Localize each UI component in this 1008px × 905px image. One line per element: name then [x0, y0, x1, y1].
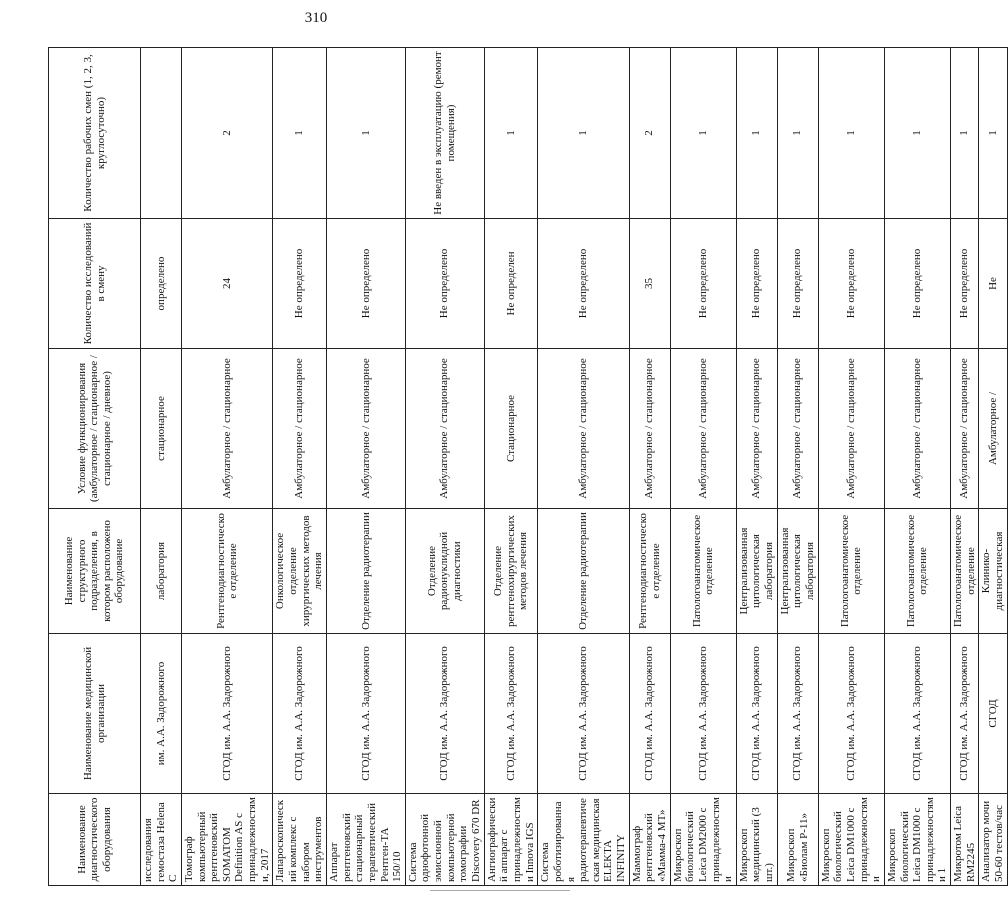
table-cell: Патологоанатомическое отделение: [818, 509, 884, 634]
table-cell: СГОД им. А.А. Задорожного: [405, 634, 484, 794]
table-cell: Маммограф рентгеновский «Мамма-4 МТ»: [629, 794, 670, 886]
column-header: Количество исследований в смену: [49, 219, 141, 349]
table-cell: СГОД им. А.А. Задорожного: [884, 634, 950, 794]
table-cell: Рентгенодиагностическое отделение: [181, 509, 272, 634]
table-cell: 1: [736, 48, 777, 219]
column-header: Количество рабочих смен (1, 2, 3, круглосуточно): [49, 48, 141, 219]
table-cell: Система однофотонной эмиссионной компьютерной томографии Discovery 670 DR: [405, 794, 484, 886]
table-cell: 35: [629, 219, 670, 349]
column-header: Наименование медицинской организации: [49, 634, 141, 794]
table-cell: Амбулаторное / стационарное: [951, 349, 979, 509]
table-cell: Не определено: [273, 219, 327, 349]
table-cell: 1: [777, 48, 818, 219]
table-cell: Не определено: [538, 219, 629, 349]
table-row: [484, 48, 538, 886]
table-cell: 1: [273, 48, 327, 219]
table-cell: Патологоанатомическое отделение: [884, 509, 950, 634]
rotated-table-container: [48, 48, 1005, 886]
table-cell: СГОД им. А.А. Задорожного: [484, 634, 538, 794]
table-row: [777, 48, 818, 886]
table-cell: Не: [979, 219, 1007, 349]
table-row: [273, 48, 327, 886]
table-cell: Не определено: [818, 219, 884, 349]
table-cell: Амбулаторное / стационарное: [273, 349, 327, 509]
table-cell: СГОД им. А.А. Задорожного: [670, 634, 736, 794]
column-header: Наименование структурного подразделения, в котором расположено оборудование: [49, 509, 141, 634]
table-cell: Рентгенодиагностическое отделение: [629, 509, 670, 634]
table-cell: определено: [141, 219, 182, 349]
table-cell: Отделение рентгенохирургических методов лечения: [484, 509, 538, 634]
table-cell: Амбулаторное / стационарное: [736, 349, 777, 509]
header-row: [49, 48, 141, 886]
table-cell: им. А.А. Задорожного: [141, 634, 182, 794]
table-cell: 1: [884, 48, 950, 219]
table-cell: 1: [538, 48, 629, 219]
table-cell: Микроскоп биологический Leica DM2000 с принадлежностями: [670, 794, 736, 886]
table-row: [629, 48, 670, 886]
table-cell: СГОД им. А.А. Задорожного: [951, 634, 979, 794]
table-cell: Не определено: [777, 219, 818, 349]
table-cell: Патологоанатомическое отделение: [951, 509, 979, 634]
table-cell: Стационарное: [484, 349, 538, 509]
table-cell: Патологоанатомическое отделение: [670, 509, 736, 634]
table-cell: 1: [670, 48, 736, 219]
table-cell: 2: [629, 48, 670, 219]
table-cell: Отделение радионуклидной диагностики: [405, 509, 484, 634]
table-cell: [141, 48, 182, 219]
table-cell: СГОД им. А.А. Задорожного: [736, 634, 777, 794]
table-cell: СГОД им. А.А. Задорожного: [181, 634, 272, 794]
table-cell: Микроскоп биологический Leica DM1000 с принадлежностями: [818, 794, 884, 886]
column-header: Наименование диагностического оборудования: [49, 794, 141, 886]
table-row: [141, 48, 182, 886]
table-cell: 1: [951, 48, 979, 219]
table-cell: стационарное: [141, 349, 182, 509]
table-cell: 24: [181, 219, 272, 349]
table-cell: Амбулаторное / стационарное: [777, 349, 818, 509]
table-cell: Онкологическое отделение хирургических методов лечения: [273, 509, 327, 634]
table-cell: Отделение радиотерапии: [326, 509, 405, 634]
table-cell: 1: [484, 48, 538, 219]
table-cell: Ангиографический аппарат с принадлежностями Innova IGS: [484, 794, 538, 886]
table-cell: 1: [818, 48, 884, 219]
table-cell: Амбулаторное / стационарное: [629, 349, 670, 509]
table-row: [736, 48, 777, 886]
table-row: [951, 48, 979, 886]
table-cell: Не введен в эксплуатацию (ремонт помещения): [405, 48, 484, 219]
table-cell: 1: [326, 48, 405, 219]
page-number: 310: [304, 10, 328, 26]
table-cell: Не определено: [670, 219, 736, 349]
table-cell: СГОД им. А.А. Задорожного: [777, 634, 818, 794]
column-header: Условие функционирования (амбулаторное / стационарное / стационарное / дневное): [49, 349, 141, 509]
table-cell: Амбулаторное / стационарное: [538, 349, 629, 509]
scan-rule: [430, 890, 570, 891]
table-cell: Микроскоп биологический Leica DM1000 с принадлежностями 1: [884, 794, 950, 886]
table-cell: Амбулаторное /: [979, 349, 1007, 509]
table-cell: Микроскоп «Биолам Р-11»: [777, 794, 818, 886]
table-cell: Не определено: [405, 219, 484, 349]
table-row: [884, 48, 950, 886]
equipment-table: [48, 47, 1008, 886]
table-cell: Амбулаторное / стационарное: [181, 349, 272, 509]
table-cell: Клинико-диагностическая: [979, 509, 1007, 634]
table-cell: СГОД им. А.А. Задорожного: [538, 634, 629, 794]
table-cell: 1: [979, 48, 1007, 219]
table-cell: Аппарат рентгеновский стационарный терапевтический Рентген-ТА 150/10: [326, 794, 405, 886]
table-cell: Томограф компьютерный рентгеновский SOMATOM Definition AS с принадлежностями, 2017: [181, 794, 272, 886]
table-cell: Не определено: [736, 219, 777, 349]
table-row: [818, 48, 884, 886]
table-cell: Не определен: [484, 219, 538, 349]
table-cell: Лапароскопический комплекс с набором инструментов: [273, 794, 327, 886]
table-cell: Амбулаторное / стационарное: [670, 349, 736, 509]
table-cell: Микроскоп медицинский (3 шт.): [736, 794, 777, 886]
table-cell: Амбулаторное / стационарное: [405, 349, 484, 509]
table-cell: Система роботизированная радиотерапевтическая медицинская ELEKTA INFINITY: [538, 794, 629, 886]
table-cell: Не определено: [326, 219, 405, 349]
table-row: [326, 48, 405, 886]
table-row: [405, 48, 484, 886]
table-cell: СГОД им. А.А. Задорожного: [326, 634, 405, 794]
table-cell: исследования гемостаза Helena C: [141, 794, 182, 886]
table-cell: 2: [181, 48, 272, 219]
table-cell: Микротом Leica RM2245: [951, 794, 979, 886]
table-cell: Централизованная цитологическая лаборатория: [736, 509, 777, 634]
table-row: [979, 48, 1007, 886]
table-cell: СГОД им. А.А. Задорожного: [629, 634, 670, 794]
table-row: [670, 48, 736, 886]
table-cell: Амбулаторное / стационарное: [326, 349, 405, 509]
table-cell: Амбулаторное / стационарное: [884, 349, 950, 509]
table-cell: Не определено: [951, 219, 979, 349]
table-cell: СГОД им. А.А. Задорожного: [818, 634, 884, 794]
table-row: [181, 48, 272, 886]
table-cell: лаборатория: [141, 509, 182, 634]
table-cell: Анализатор мочи 50-60 тестов/час: [979, 794, 1007, 886]
table-row: [538, 48, 629, 886]
table-cell: Не определено: [884, 219, 950, 349]
table-cell: СГОД: [979, 634, 1007, 794]
table-cell: Амбулаторное / стационарное: [818, 349, 884, 509]
table-cell: Отделение радиотерапии: [538, 509, 629, 634]
table-cell: СГОД им. А.А. Задорожного: [273, 634, 327, 794]
table-cell: Централизованная цитологическая лаборатория: [777, 509, 818, 634]
